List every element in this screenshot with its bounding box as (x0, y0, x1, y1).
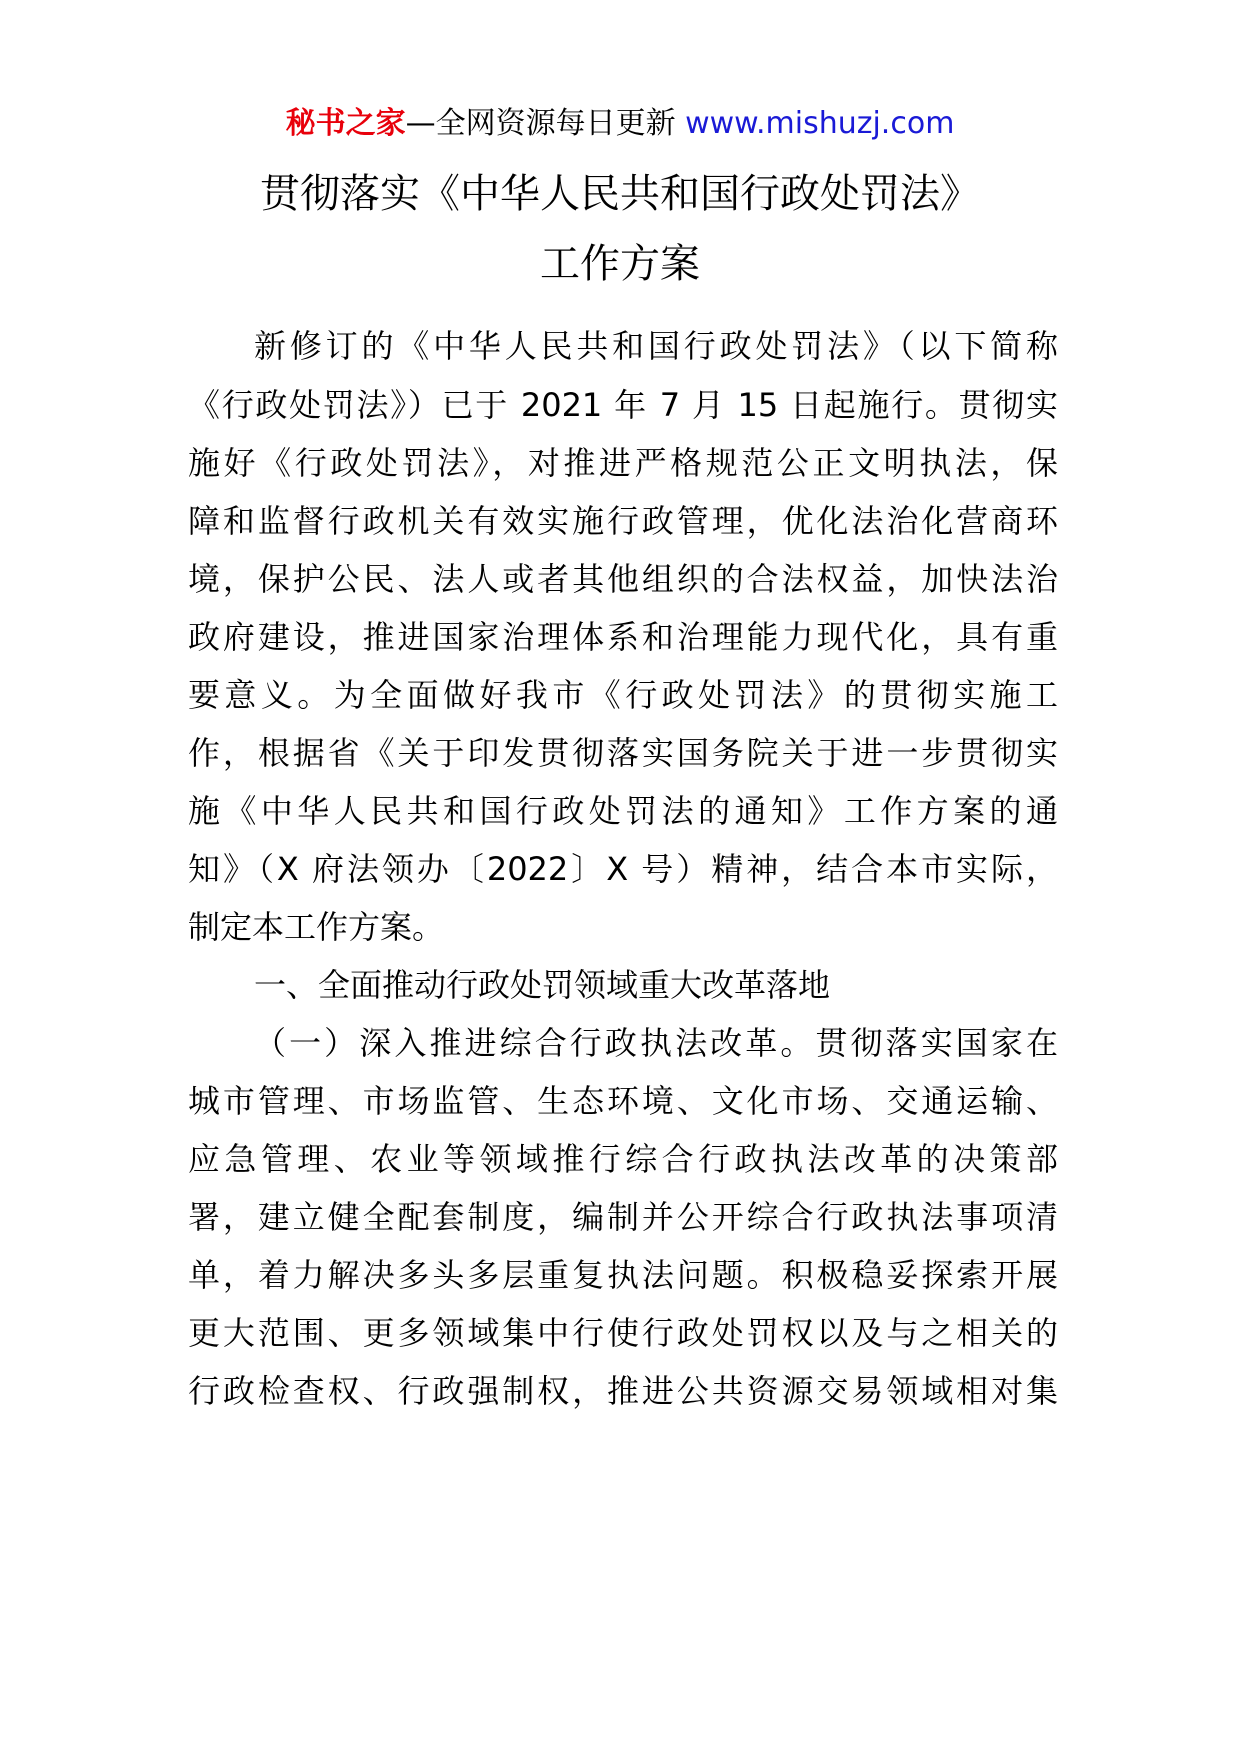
body-line: （一）深入推进综合行政执法改革。贯彻落实国家在 (254, 1024, 1058, 1062)
body-line: 作，根据省《关于印发贯彻落实国务院关于进一步贯彻实 (188, 734, 1058, 772)
body-line: 知》（X 府法领办〔2022〕X 号）精神，结合本市实际， (188, 850, 1058, 888)
body-line: 行政检查权、行政强制权，推进公共资源交易领域相对集 (188, 1372, 1058, 1410)
body-line: 单，着力解决多头多层重复执法问题。积极稳妥探索开展 (188, 1256, 1058, 1294)
site-banner (0, 104, 1240, 144)
section-heading: 一、全面推动行政处罚领域重大改革落地 (254, 966, 831, 1004)
body-line: 城市管理、市场监管、生态环境、文化市场、交通运输、 (188, 1082, 1058, 1120)
body-line: 新修订的《中华人民共和国行政处罚法》（以下简称 (254, 327, 1058, 365)
body-line: 要意义。为全面做好我市《行政处罚法》的贯彻实施工 (188, 676, 1058, 714)
banner-tagline: —全网资源每日更新 (405, 106, 676, 141)
banner-brand: 秘书之家 (285, 106, 406, 141)
body-line: 《行政处罚法》）已于 2021 年 7 月 15 日起施行。贯彻实 (188, 386, 1058, 424)
body-line: 施好《行政处罚法》，对推进严格规范公正文明执法，保 (188, 444, 1058, 482)
body-line: 政府建设，推进国家治理体系和治理能力现代化，具有重 (188, 618, 1058, 656)
body-line: 施《中华人民共和国行政处罚法的通知》工作方案的通 (188, 792, 1058, 830)
document-title-line-2: 工作方案 (540, 241, 700, 287)
body-line: 障和监督行政机关有效实施行政管理，优化法治化营商环 (188, 502, 1058, 540)
body-line: 更大范围、更多领域集中行使行政处罚权以及与之相关的 (188, 1314, 1058, 1352)
banner-url[interactable]: www.mishuzj.com (675, 106, 955, 141)
body-line: 制定本工作方案。 (188, 908, 445, 946)
body-line: 应急管理、农业等领域推行综合行政执法改革的决策部 (188, 1140, 1058, 1178)
document-title-line-1: 贯彻落实《中华人民共和国行政处罚法》 (260, 171, 980, 217)
body-line: 署，建立健全配套制度，编制并公开综合行政执法事项清 (188, 1198, 1058, 1236)
body-line: 境，保护公民、法人或者其他组织的合法权益，加快法治 (188, 560, 1058, 598)
